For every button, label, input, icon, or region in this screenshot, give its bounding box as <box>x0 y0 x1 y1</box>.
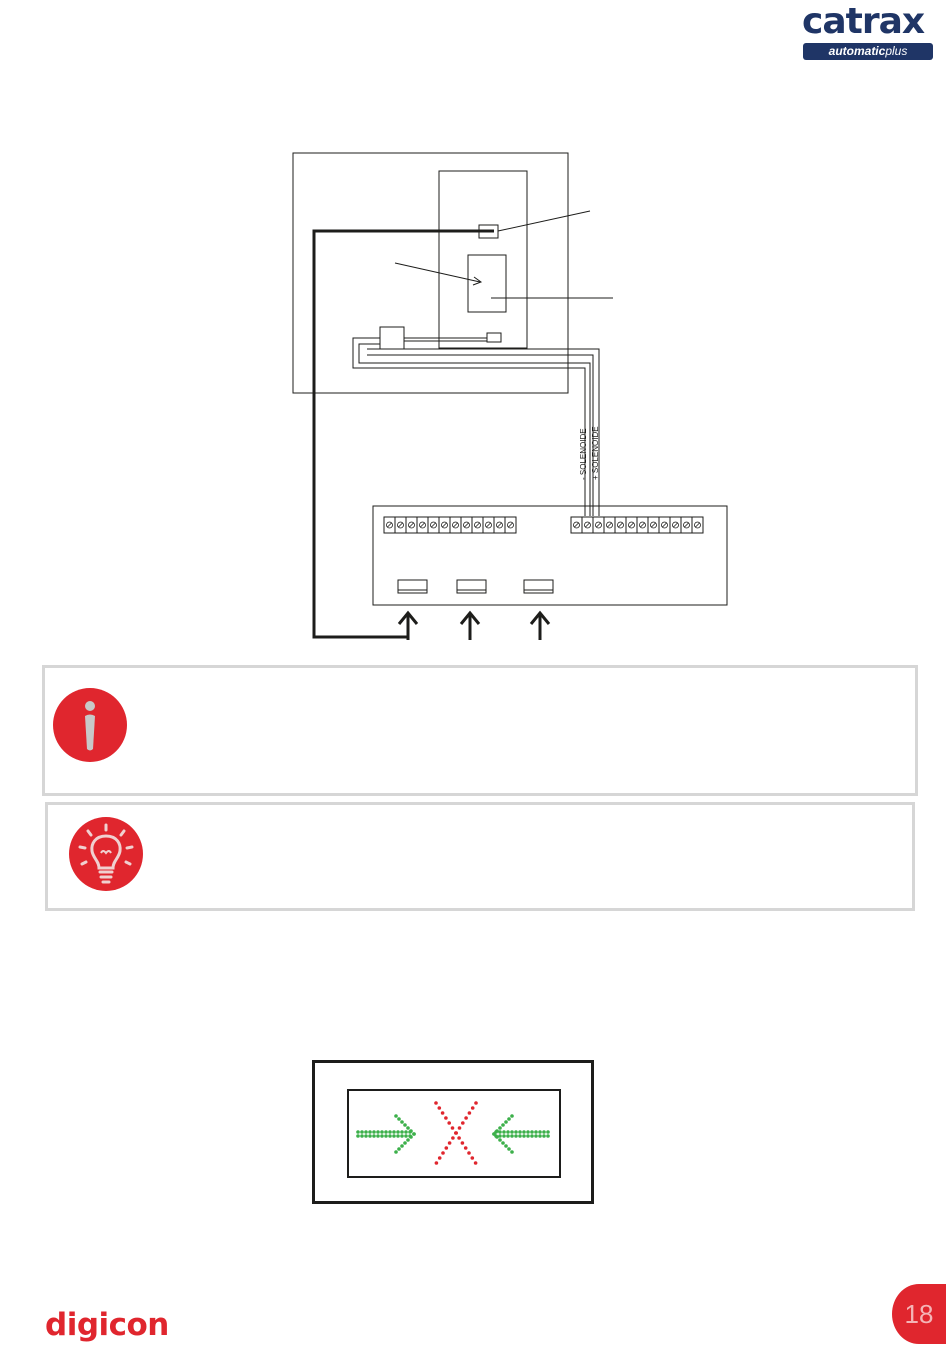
led-dot <box>464 1146 468 1150</box>
led-dot <box>510 1130 514 1134</box>
lightbulb-icon <box>68 816 144 892</box>
led-dot <box>364 1130 368 1134</box>
led-dot <box>454 1131 458 1135</box>
led-dot <box>392 1134 396 1138</box>
led-dot <box>457 1136 461 1140</box>
led-dot <box>409 1129 413 1133</box>
led-dot <box>468 1111 472 1115</box>
led-dot <box>501 1123 505 1127</box>
led-dot <box>368 1130 372 1134</box>
wire-label-minus: - SOLENOIDE <box>579 428 588 480</box>
led-dot <box>376 1130 380 1134</box>
led-dot <box>434 1101 438 1105</box>
led-dot <box>380 1134 384 1138</box>
terminal-strip-left <box>384 517 516 533</box>
led-dot <box>474 1161 478 1165</box>
page-number: 18 <box>904 1299 934 1329</box>
info-icon <box>52 687 128 763</box>
led-dot <box>522 1130 526 1134</box>
led-dot <box>526 1130 530 1134</box>
led-dot <box>400 1144 404 1148</box>
led-dot <box>538 1130 542 1134</box>
led-dot <box>441 1151 445 1155</box>
led-dot <box>392 1130 396 1134</box>
led-dot <box>445 1146 449 1150</box>
led-dot <box>498 1126 502 1130</box>
digicon-logo: digicon <box>45 1307 169 1343</box>
led-dot <box>495 1129 499 1133</box>
led-dot <box>501 1141 505 1145</box>
wiring-diagram <box>0 0 950 660</box>
led-dot <box>451 1136 455 1140</box>
wire-plus <box>367 349 599 516</box>
led-dot <box>435 1161 439 1165</box>
led-dot <box>498 1138 502 1142</box>
brand-wordmark: catrax <box>802 1 925 42</box>
connector <box>398 580 427 593</box>
led-dot <box>396 1130 400 1134</box>
page-number-badge <box>892 1284 946 1344</box>
inner-panel <box>439 171 527 348</box>
led-dot <box>518 1130 522 1134</box>
led-dot <box>530 1134 534 1138</box>
led-dot <box>394 1150 398 1154</box>
led-dot <box>376 1134 380 1138</box>
led-dot <box>451 1126 455 1130</box>
led-dot <box>492 1132 496 1136</box>
led-dot <box>388 1130 392 1134</box>
led-dot <box>504 1120 508 1124</box>
led-dot <box>542 1130 546 1134</box>
led-dot <box>388 1134 392 1138</box>
led-dot <box>400 1120 404 1124</box>
led-dot <box>404 1134 408 1138</box>
led-dot <box>447 1121 451 1125</box>
led-dot <box>397 1117 401 1121</box>
led-dot <box>514 1130 518 1134</box>
pointer-arrow <box>395 263 480 282</box>
wire-label-plus: + SOLENOIDE <box>591 426 600 480</box>
direction-pictogram <box>312 1060 594 1204</box>
info-callout <box>42 665 918 796</box>
led-dot <box>384 1130 388 1134</box>
led-dot <box>356 1134 360 1138</box>
led-dot <box>400 1134 404 1138</box>
led-dot <box>368 1134 372 1138</box>
relay-box <box>380 327 404 349</box>
tip-callout <box>45 802 915 911</box>
connector <box>524 580 553 593</box>
led-dot <box>441 1111 445 1115</box>
led-dot <box>444 1116 448 1120</box>
led-dot <box>514 1134 518 1138</box>
pointer-line <box>498 211 590 231</box>
led-dot <box>502 1130 506 1134</box>
led-dot <box>495 1135 499 1139</box>
led-dot <box>471 1106 475 1110</box>
led-dot <box>396 1134 400 1138</box>
led-dot <box>530 1130 534 1134</box>
led-dot <box>406 1126 410 1130</box>
led-dot <box>546 1134 550 1138</box>
led-dot <box>534 1130 538 1134</box>
led-dot <box>400 1130 404 1134</box>
led-dot <box>506 1134 510 1138</box>
led-dot <box>403 1123 407 1127</box>
terminal-strip-right <box>571 517 703 533</box>
led-dot <box>467 1151 471 1155</box>
led-dot <box>546 1130 550 1134</box>
led-dot <box>372 1134 376 1138</box>
led-dot <box>409 1135 413 1139</box>
solenoid-block <box>468 255 506 312</box>
led-dot <box>448 1141 452 1145</box>
led-dot <box>384 1134 388 1138</box>
led-dot <box>380 1130 384 1134</box>
led-dot <box>504 1144 508 1148</box>
led-dot <box>461 1141 465 1145</box>
led-dot <box>403 1141 407 1145</box>
led-dot <box>526 1134 530 1138</box>
wire-minus <box>353 338 585 516</box>
led-dot <box>406 1138 410 1142</box>
connector <box>457 580 486 593</box>
terminal-small <box>487 333 501 342</box>
led-dot <box>542 1134 546 1138</box>
led-dot <box>458 1126 462 1130</box>
led-dot <box>412 1132 416 1136</box>
led-dot <box>438 1106 442 1110</box>
led-dot <box>506 1130 510 1134</box>
led-dot <box>397 1147 401 1151</box>
led-dot <box>364 1134 368 1138</box>
led-dot <box>461 1121 465 1125</box>
led-dot <box>471 1156 475 1160</box>
led-dot <box>538 1134 542 1138</box>
sensor-cable <box>314 231 494 637</box>
led-dot <box>438 1156 442 1160</box>
led-dot <box>404 1130 408 1134</box>
led-dot <box>510 1150 514 1154</box>
led-dot <box>372 1130 376 1134</box>
led-dot <box>394 1114 398 1118</box>
led-dot <box>474 1101 478 1105</box>
led-dot <box>518 1134 522 1138</box>
led-dot <box>464 1116 468 1120</box>
led-dot <box>534 1134 538 1138</box>
led-dot <box>360 1130 364 1134</box>
led-dot <box>522 1134 526 1138</box>
led-dot <box>510 1134 514 1138</box>
led-dot <box>502 1134 506 1138</box>
led-dot <box>507 1147 511 1151</box>
led-dot <box>510 1114 514 1118</box>
led-dot <box>360 1134 364 1138</box>
brand-tagline: automaticplus <box>803 43 933 60</box>
led-dot <box>507 1117 511 1121</box>
led-dot <box>356 1130 360 1134</box>
